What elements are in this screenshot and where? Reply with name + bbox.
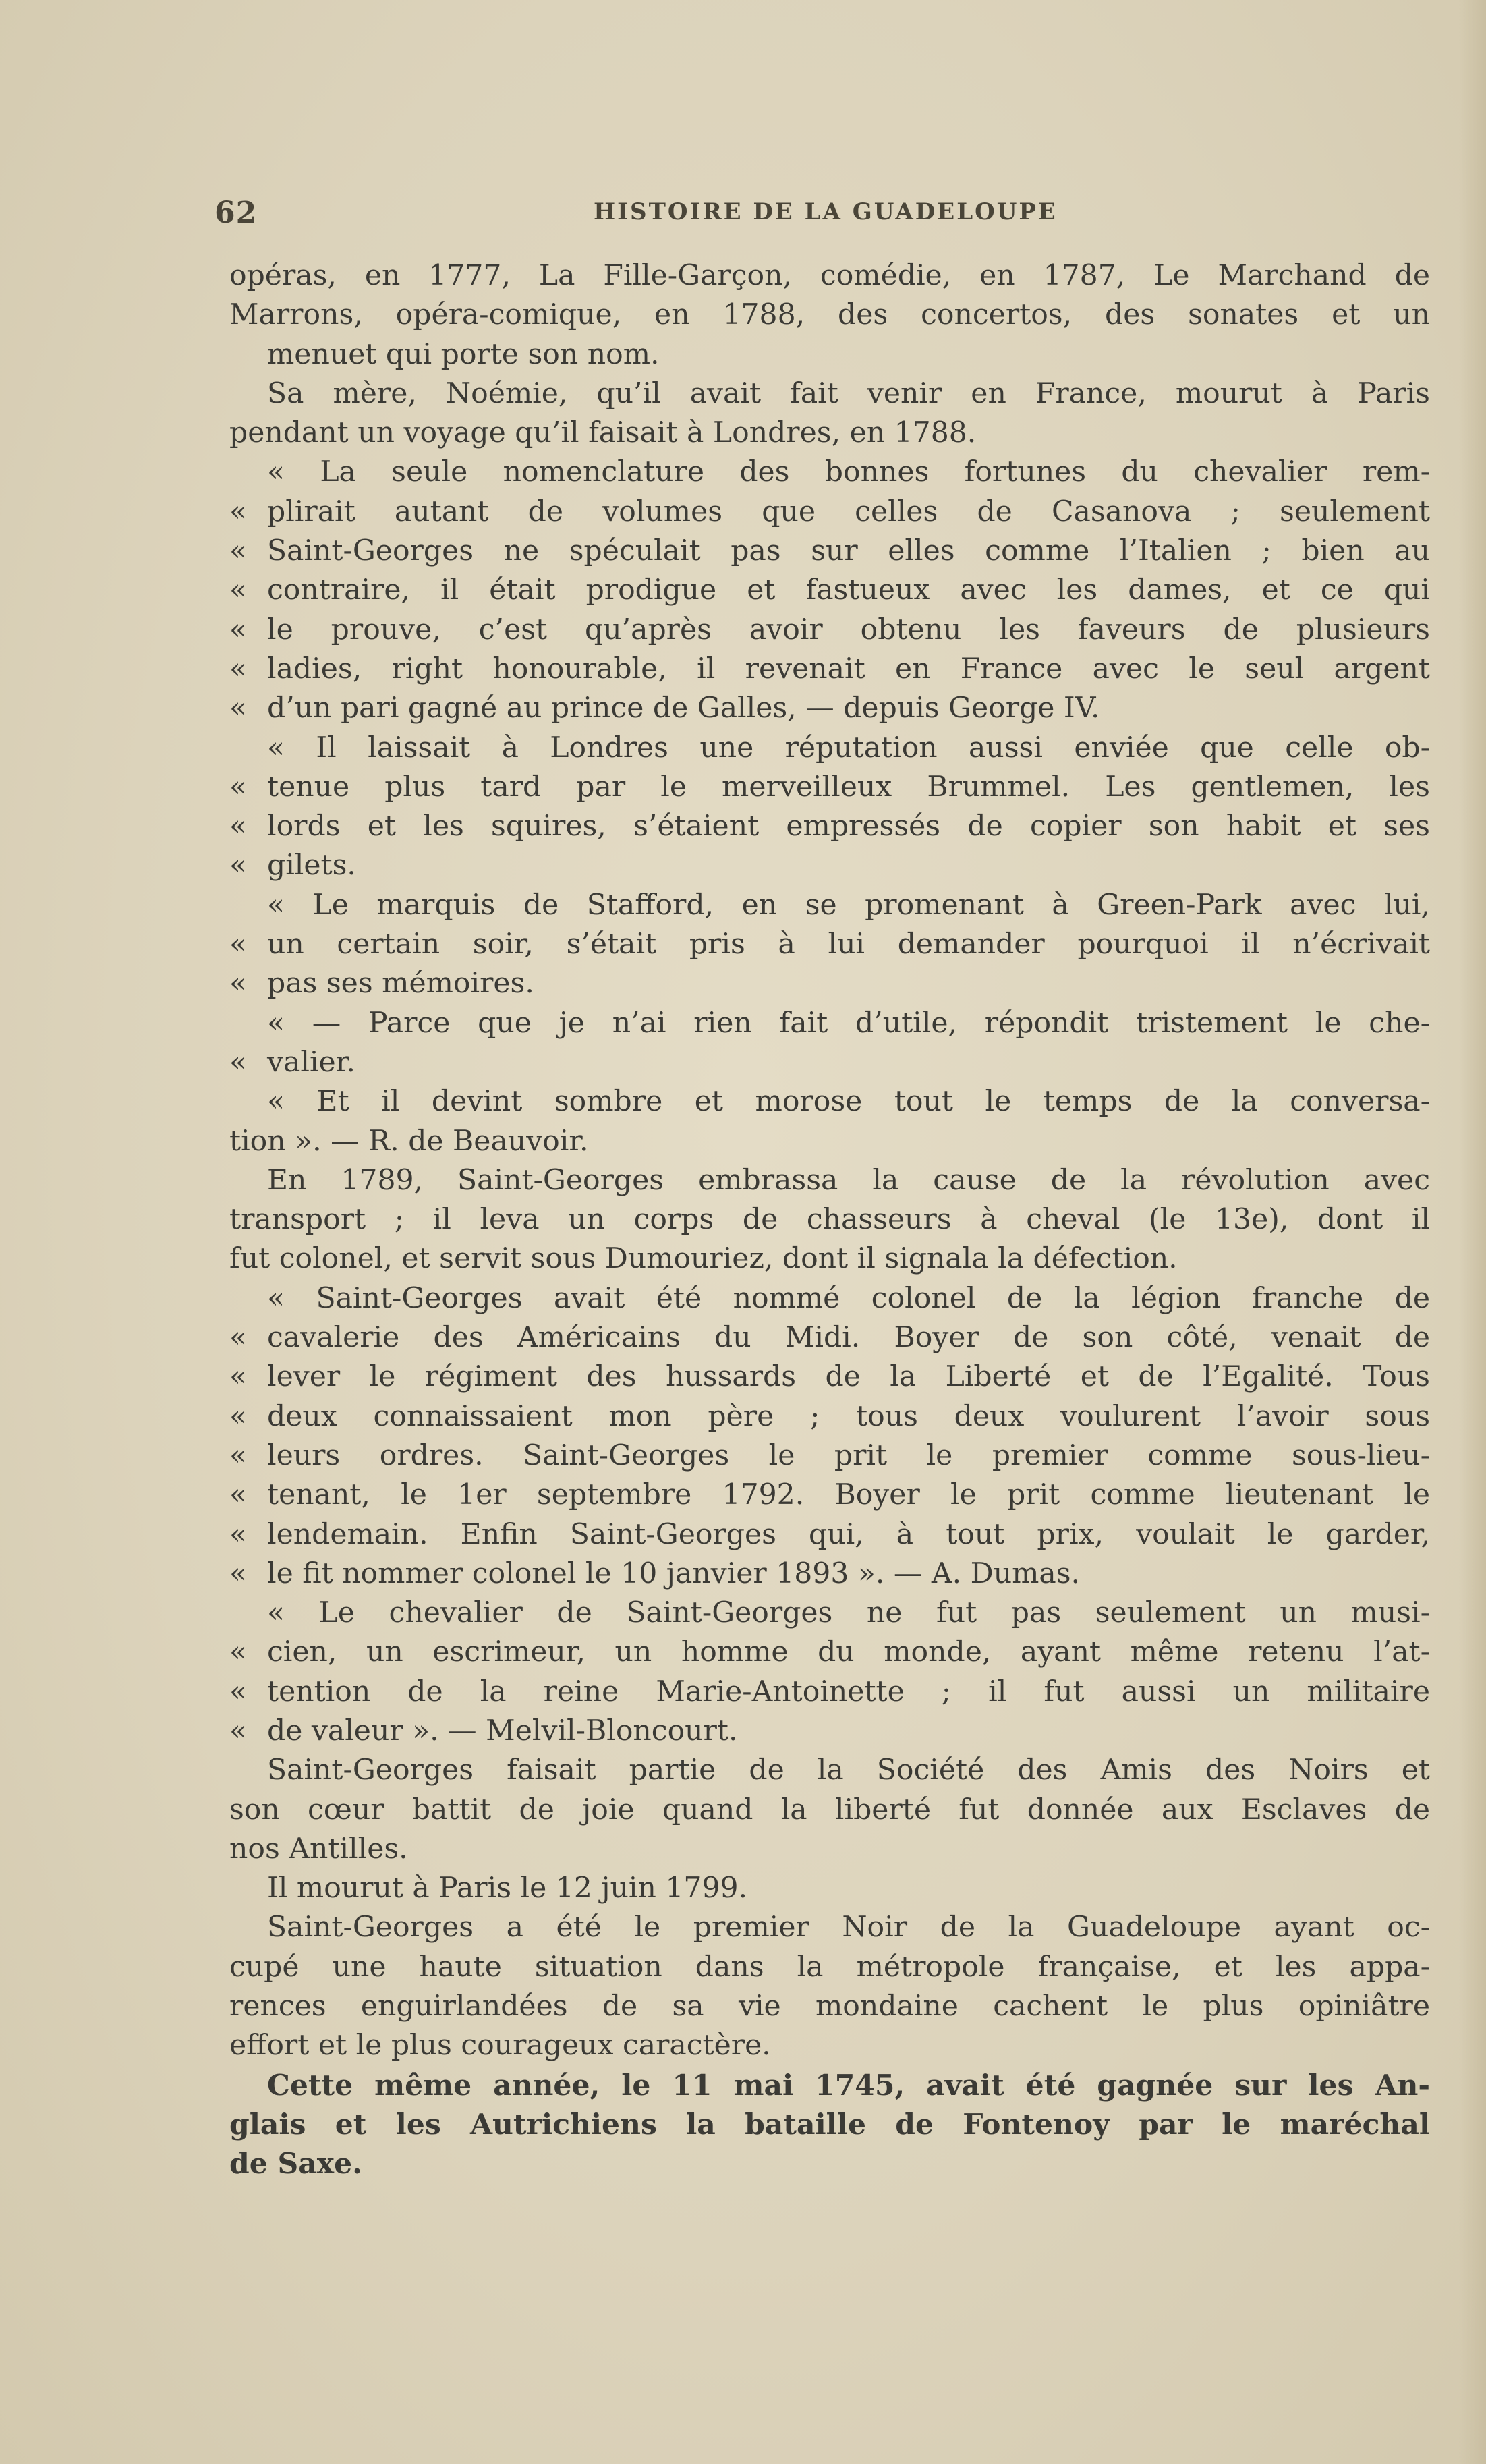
text-line: « de valeur ». — Melvil-Bloncourt. (229, 1714, 738, 1747)
text-line: « Le chevalier de Saint-Georges ne fut pas seulement un musi- (267, 1596, 1430, 1630)
text-line: opéras, en 1777, La Fille-Garçon, comédie, en 1787, Le Marchand de (229, 259, 1430, 292)
text-line: « un certain soir, s’était pris à lui demander pourquoi il n’écrivait (229, 928, 1430, 961)
text-line: effort et le plus courageux caractère. (229, 2029, 771, 2063)
text-line: cupé une haute situation dans la métropole française, et les appa- (229, 1950, 1430, 1984)
text-line: de Saxe. (229, 2147, 362, 2181)
text-line: Cette même année, le 11 mai 1745, avait été gagnée sur les An- (267, 2068, 1430, 2102)
text-line: « — Parce que je n’ai rien fait d’utile, répondit tristement le che- (267, 1006, 1430, 1040)
text-line: menuet qui porte son nom. (267, 337, 660, 371)
text-line: « contraire, il était prodigue et fastueux avec les dames, et ce qui (229, 573, 1430, 607)
text-line: « ladies, right honourable, il revenait en France avec le seul argent (229, 652, 1430, 685)
page-number: 62 (215, 196, 258, 230)
text-line: « leurs ordres. Saint-Georges le prit le premier comme sous-lieu- (229, 1438, 1430, 1472)
text-line: glais et les Autrichiens la bataille de Fontenoy par le maréchal (229, 2107, 1430, 2141)
text-line: « le prouve, c’est qu’après avoir obtenu les faveurs de plusieurs (229, 613, 1430, 646)
text-line: « tenue plus tard par le merveilleux Brummel. Les gentlemen, les (229, 770, 1430, 804)
text-line: Marrons, opéra-comique, en 1788, des concertos, des sonates et un (229, 298, 1430, 332)
body-text (229, 256, 1430, 2184)
text-line: nos Antilles. (229, 1832, 408, 1866)
text-line: « cavalerie des Américains du Midi. Boyer de son côté, venait de (229, 1321, 1430, 1355)
text-line: « gilets. (229, 849, 356, 883)
text-line: « Et il devint sombre et morose tout le temps de la conversa- (267, 1085, 1430, 1119)
text-line: « valier. (229, 1045, 355, 1079)
text-line: « Saint-Georges ne spéculait pas sur elles comme l’Italien ; bien au (229, 534, 1430, 568)
text-line: Il mourut à Paris le 12 juin 1799. (267, 1872, 748, 1905)
page-edge-shadow (1459, 0, 1486, 2464)
text-line: « pas ses mémoires. (229, 967, 534, 1001)
text-line: « tenant, le 1er septembre 1792. Boyer le prit comme lieutenant le (229, 1478, 1430, 1512)
text-line: Saint-Georges a été le premier Noir de la Guadeloupe ayant oc- (267, 1911, 1430, 1944)
page-header (0, 196, 1486, 236)
text-line: « deux connaissaient mon père ; tous deux voulurent l’avoir sous (229, 1399, 1430, 1433)
text-line: rences enguirlandées de sa vie mondaine cachent le plus opiniâtre (229, 1990, 1430, 2023)
text-line: « La seule nomenclature des bonnes fortunes du chevalier rem- (267, 455, 1430, 489)
text-line: son cœur battit de joie quand la liberté fut donnée aux Esclaves de (229, 1793, 1430, 1826)
text-line: « Saint-Georges avait été nommé colonel de la légion franche de (267, 1281, 1430, 1315)
text-line: Saint-Georges faisait partie de la Société des Amis des Noirs et (267, 1754, 1430, 1787)
text-line: « le fit nommer colonel le 10 janvier 1893 ». — A. Dumas. (229, 1557, 1081, 1590)
text-line: En 1789, Saint-Georges embrassa la cause de la révolution avec (267, 1163, 1430, 1197)
text-line: « lendemain. Enfin Saint-Georges qui, à tout prix, voulait le garder, (229, 1517, 1430, 1551)
text-line: Sa mère, Noémie, qu’il avait fait venir en France, mourut à Paris (267, 376, 1430, 410)
text-line: pendant un voyage qu’il faisait à Londres, en 1788. (229, 416, 977, 450)
text-line: « Le marquis de Stafford, en se promenant à Green-Park avec lui, (267, 888, 1430, 922)
text-line: transport ; il leva un corps de chasseurs à cheval (le 13e), dont il (229, 1203, 1430, 1237)
text-line: « Il laissait à Londres une réputation aussi enviée que celle ob- (267, 731, 1430, 764)
text-line: « tention de la reine Marie-Antoinette ; il fut aussi un militaire (229, 1675, 1430, 1708)
text-line: tion ». — R. de Beauvoir. (229, 1124, 589, 1158)
text-line: « d’un pari gagné au prince de Galles, — depuis George IV. (229, 692, 1100, 725)
running-title: HISTOIRE DE LA GUADELOUPE (594, 198, 1058, 225)
text-line: « cien, un escrimeur, un homme du monde, ayant même retenu l’at- (229, 1635, 1430, 1669)
text-line: fut colonel, et servit sous Dumouriez, dont il signala la défection. (229, 1242, 1178, 1276)
text-line: « lords et les squires, s’étaient empressés de copier son habit et ses (229, 810, 1430, 843)
text-line: « lever le régiment des hussards de la Liberté et de l’Egalité. Tous (229, 1360, 1430, 1394)
text-line: « plirait autant de volumes que celles de Casanova ; seulement (229, 495, 1430, 528)
